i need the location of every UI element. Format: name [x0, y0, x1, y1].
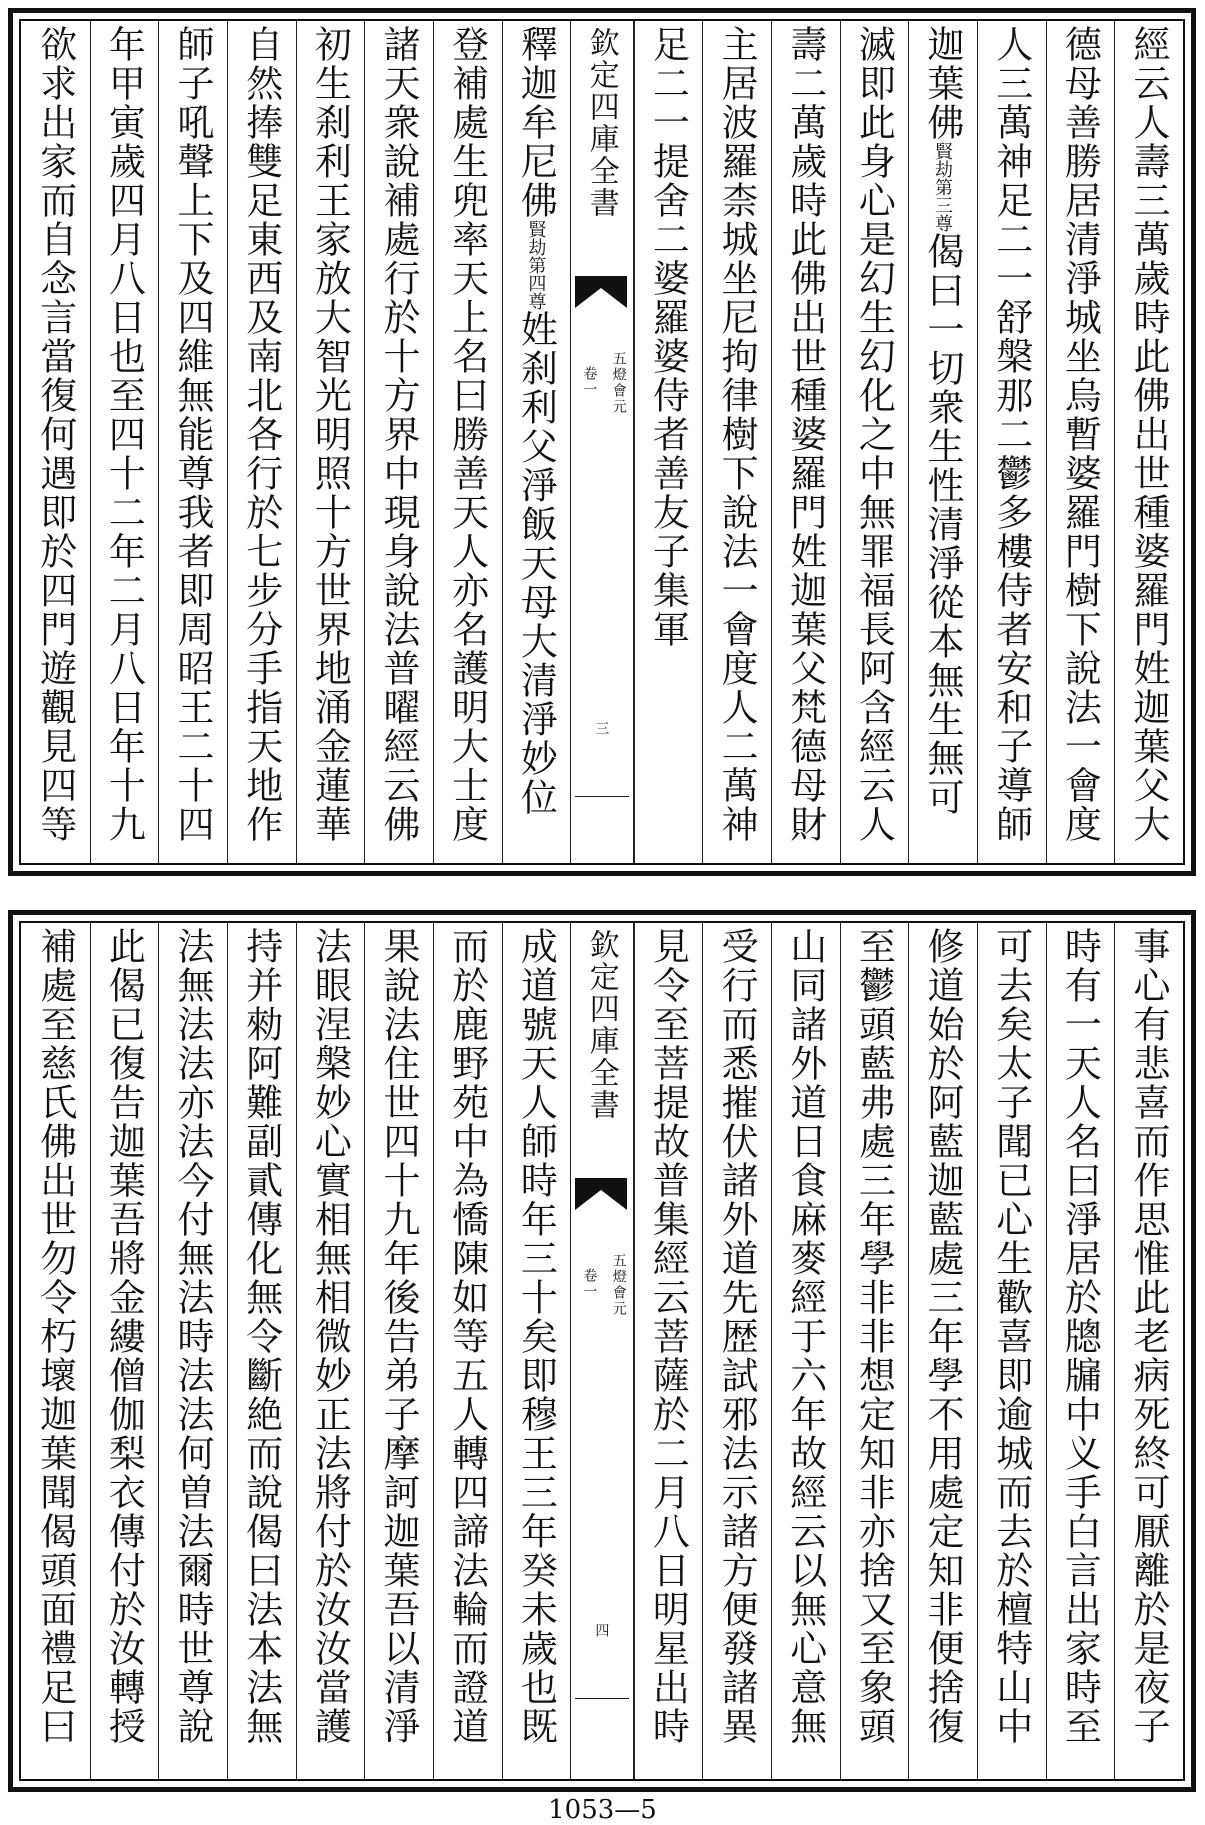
column-text: 年甲寅歲四月八日也至四十二年二月八日年十九 — [102, 25, 146, 844]
column-text: 經云人壽三萬歲時此佛出世種婆羅門姓迦葉父大 — [1127, 25, 1170, 844]
text-column — [296, 923, 365, 1779]
fold-rule — [575, 1698, 628, 1699]
column-text: 人三萬神足二一舒槃那二鬱多樓侍者安和子導師 — [989, 25, 1033, 844]
page-footer-number: 1053—5 — [548, 1795, 657, 1825]
column-text: 主居波羅柰城坐尼拘律樹下說法一會度人二萬神 — [715, 25, 759, 844]
text-column — [364, 923, 433, 1779]
column-text: 而於鹿野苑中為憍陳如等五人轉四諦法輪而證道 — [445, 927, 489, 1746]
column-text: 可去矣太子聞已心生歡喜即逾城而去於檀特山中 — [989, 927, 1033, 1746]
fish-tail-mark-icon — [575, 1178, 627, 1210]
column-text: 自然捧雙足東西及南北各行於七步分手指天地作 — [239, 25, 283, 844]
text-column — [296, 21, 365, 863]
book-title: 欽定四庫全書 — [583, 929, 619, 1121]
column-text: 偈曰一切衆生性清淨從本無生無可 — [921, 232, 965, 817]
column-text: 修道始於阿藍迦藍處三年學不用處定知非便捨復 — [921, 927, 965, 1746]
center-fold-column — [570, 923, 633, 1779]
column-text: 持并勑阿難副貳傳化無令斷絶而說偈曰法本法無 — [239, 927, 283, 1746]
column-text: 補處至慈氏佛出世勿令朽壞迦葉聞偈頭面禮足曰 — [33, 927, 77, 1746]
column-text: 此偈已復告迦葉吾將金縷僧伽梨衣傳付於汝轉授 — [102, 927, 146, 1746]
source-title: 五燈會元 — [610, 351, 627, 415]
lower-text-frame — [19, 921, 1185, 1781]
column-text: 時有一天人名曰淨居於牕牖中义手白言出家時至 — [1058, 927, 1102, 1746]
text-column — [502, 21, 571, 863]
column-text: 至鬱頭藍弗處三年學非非想定知非亦捨又至象頭 — [852, 927, 896, 1746]
text-column — [634, 21, 703, 863]
leaf-number: 四 — [593, 1623, 610, 1639]
center-fold-column — [570, 21, 633, 863]
column-text: 欲求出家而自念言當復何遇即於四門遊觀見四等 — [33, 25, 77, 844]
text-column — [771, 923, 840, 1779]
column-text: 諸天衆說補處行於十方界中現身說法普曜經云佛 — [377, 25, 421, 844]
column-text: 足二一提舍二婆羅婆侍者善友子集軍 — [646, 25, 690, 649]
text-column — [977, 21, 1046, 863]
text-column — [502, 923, 571, 1779]
column-text: 姓刹利父淨飯天母大清淨妙位 — [514, 310, 558, 817]
column-text: 師子吼聲上下及四維無能尊我者即周昭王二十四 — [171, 25, 215, 844]
interlinear-note: 賢劫第四尊 — [525, 220, 547, 310]
text-column — [840, 923, 909, 1779]
column-text: 德母善勝居清淨城坐烏暫婆羅門樹下說法一會度 — [1058, 25, 1102, 844]
text-column — [227, 21, 296, 863]
volume-label: 卷一 — [581, 366, 598, 398]
text-column — [158, 923, 227, 1779]
column-text: 登補處生兜率天上名曰勝善天人亦名護明大士度 — [445, 25, 489, 844]
column-text: 法眼涅槃妙心實相無相微妙正法將付於汝汝當護 — [308, 927, 352, 1746]
text-column — [840, 21, 909, 863]
text-column — [1114, 21, 1183, 863]
interlinear-note: 賢劫第三尊 — [932, 142, 954, 232]
fold-rule — [575, 796, 628, 797]
column-text: 成道號天人師時年三十矣即穆王三年癸未歲也既 — [514, 927, 558, 1746]
column-text: 見令至菩提故普集經云菩薩於二月八日明星出時 — [646, 927, 690, 1746]
column-text: 壽二萬歲時此佛出世種婆羅門姓迦葉父梵德母財 — [783, 25, 827, 844]
column-text: 初生刹利王家放大智光明照十方世界地涌金蓮華 — [308, 25, 352, 844]
text-column — [1114, 923, 1183, 1779]
text-column — [364, 21, 433, 863]
text-column — [977, 923, 1046, 1779]
text-column — [21, 923, 90, 1779]
column-text: 山同諸外道日食麻麥經于六年故經云以無心意無 — [783, 927, 827, 1746]
fish-tail-mark-icon — [575, 276, 627, 308]
text-column — [771, 21, 840, 863]
text-column — [1046, 21, 1115, 863]
lower-page — [8, 910, 1196, 1792]
text-column — [90, 21, 159, 863]
column-text: 法無法法亦法今付無法時法法何曽法爾時世尊說 — [171, 927, 215, 1746]
text-column — [21, 21, 90, 863]
text-column — [702, 21, 771, 863]
column-text: 釋迦牟尼佛 — [514, 25, 558, 220]
column-text: 受行而悉摧伏諸外道先歴試邪法示諸方便發諸異 — [715, 927, 759, 1746]
text-column — [908, 21, 977, 863]
column-text: 果說法住世四十九年後告弟子摩訶迦葉吾以清淨 — [377, 927, 421, 1746]
text-column — [908, 923, 977, 1779]
text-column — [634, 923, 703, 1779]
text-column — [90, 923, 159, 1779]
leaf-number: 三 — [593, 721, 610, 737]
column-text: 滅即此身心是幻生幻化之中無罪福長阿含經云人 — [852, 25, 896, 844]
volume-label: 卷一 — [581, 1268, 598, 1300]
text-column — [1046, 923, 1115, 1779]
upper-page — [8, 8, 1196, 876]
text-column — [433, 923, 502, 1779]
book-title: 欽定四庫全書 — [583, 27, 619, 219]
column-text: 迦葉佛 — [921, 25, 965, 142]
source-title: 五燈會元 — [610, 1253, 627, 1317]
upper-text-frame — [19, 19, 1185, 865]
column-text: 事心有悲喜而作思惟此老病死終可厭離於是夜子 — [1127, 927, 1170, 1746]
text-column — [227, 923, 296, 1779]
text-column — [702, 923, 771, 1779]
text-column — [158, 21, 227, 863]
text-column — [433, 21, 502, 863]
